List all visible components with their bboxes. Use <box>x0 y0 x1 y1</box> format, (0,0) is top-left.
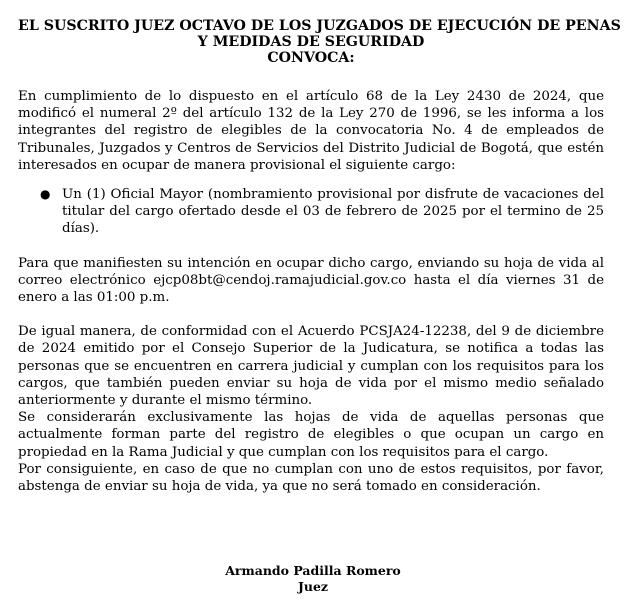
document-heading <box>18 18 621 66</box>
signature-title: Juez <box>297 579 329 594</box>
signature-name: Armando Padilla Romero <box>225 563 401 578</box>
paragraph-notice: De igual manera, de conformidad con el Acuerdo PCSJA24-12238, del 9 de diciembre de 2024 emitido por el Consejo Superior de la Judicatura, se notifica a todas las personas que se encuentren en carrera judicial y cumplan con los requisitos para los cargos, que también pueden enviar su hoja de vida por el mismo medio señalado anteriormente y durante el mismo término. <box>18 324 604 409</box>
list-item-text: Un (1) Oficial Mayor (nombramiento provisional por disfrute de vacaciones del titular del cargo ofertado desde el 03 de febrero de 2025 por el termino de 25 días). <box>62 187 604 237</box>
heading-line-3: CONVOCA: <box>267 50 355 66</box>
position-list <box>18 186 604 238</box>
document-page <box>0 18 626 611</box>
signature-block <box>0 563 626 595</box>
list-item <box>18 186 604 238</box>
heading-line-2: Y MEDIDAS DE SEGURIDAD <box>197 34 425 50</box>
heading-line-1: EL SUSCRITO JUEZ OCTAVO DE LOS JUZGADOS DE EJECUCIÓN DE PENAS <box>18 18 621 34</box>
paragraph-consequence: Por consiguiente, en caso de que no cumplan con uno de estos requisitos, por favor, abstenga de enviar su hoja de vida, ya que no será tomado en consideración. <box>18 461 604 495</box>
paragraph-application: Para que manifiesten su intención en ocupar dicho cargo, enviando su hoja de vida al correo electrónico ejcp08bt@cendoj.ramajudicial.gov.co hasta el día viernes 31 de enero a las 01:00 p.m. <box>18 255 604 306</box>
paragraph-eligibility: Se considerarán exclusivamente las hojas de vida de aquellas personas que actualmente forman parte del registro de elegibles o que ocupan un cargo en propiedad en la Rama Judicial y que cumplan con los requisitos para el cargo. <box>18 410 604 460</box>
paragraph-intro: En cumplimiento de lo dispuesto en el artículo 68 de la Ley 2430 de 2024, que modificó el numeral 2º del artículo 132 de la Ley 270 de 1996, se les informa a los integrantes del registro de elegibles de la convocatoria No. 4 de empleados de Tribunales, Juzgados y Centros de Servicios del Distrito Judicial de Bogotá, que estén interesados en ocupar de manera provisional el siguiente cargo: <box>18 89 604 173</box>
bullet-icon: ● <box>40 187 51 202</box>
